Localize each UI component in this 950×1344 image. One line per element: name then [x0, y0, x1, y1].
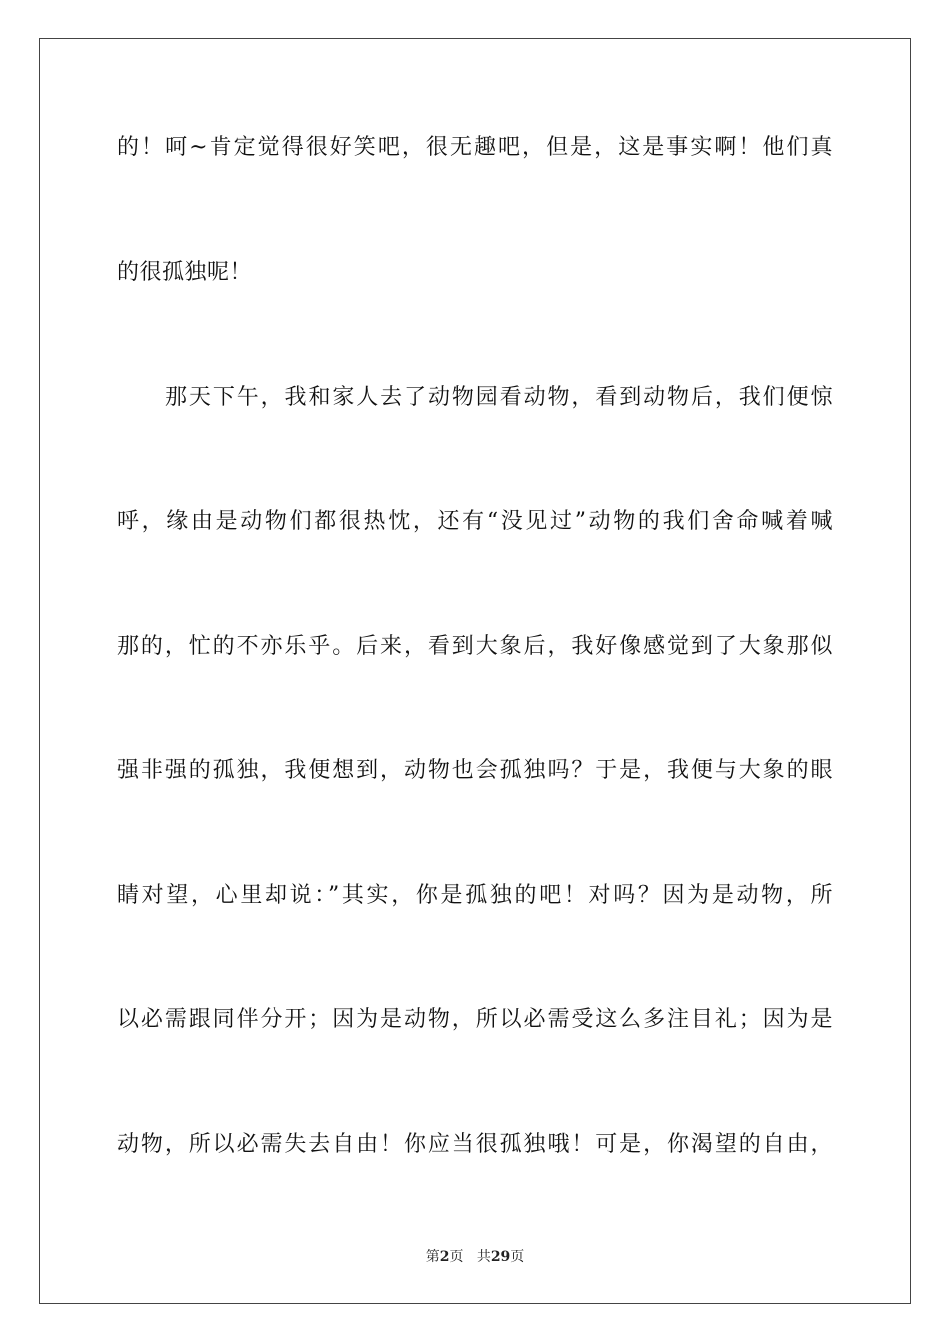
page-footer	[0, 1247, 950, 1267]
total-pages: 29	[490, 1249, 511, 1265]
paragraph-line: 那的，忙的不亦乐乎。后来，看到大象后，我好像感觉到了大象那似	[117, 634, 833, 659]
paragraph-line: 动物，所以必需失去自由！你应当很孤独哦！可是，你渴望的自由，	[117, 1132, 833, 1157]
paragraph-line: 强非强的孤独，我便想到，动物也会孤独吗？于是，我便与大象的眼	[117, 758, 833, 783]
page-suffix: 页	[449, 1249, 464, 1265]
paragraph-line: 那天下午，我和家人去了动物园看动物，看到动物后，我们便惊	[165, 385, 833, 410]
page-prefix: 第	[425, 1249, 440, 1265]
total-suffix: 页	[510, 1249, 525, 1265]
page-number: 2	[439, 1249, 450, 1265]
total-prefix: 共	[476, 1249, 491, 1265]
page-border	[39, 38, 911, 1304]
paragraph-line: 以必需跟同伴分开；因为是动物，所以必需受这么多注目礼；因为是	[117, 1007, 833, 1032]
paragraph-line: 的很孤独呢！	[117, 260, 253, 285]
paragraph-line: 睛对望，心里却说：”其实，你是孤独的吧！对吗？因为是动物，所	[117, 883, 833, 908]
paragraph-line: 呼，缘由是动物们都很热忱，还有“没见过”动物的我们舍命喊着喊	[117, 509, 833, 534]
paragraph-line: 的！呵~肯定觉得很好笑吧，很无趣吧，但是，这是事实啊！他们真	[117, 135, 833, 160]
